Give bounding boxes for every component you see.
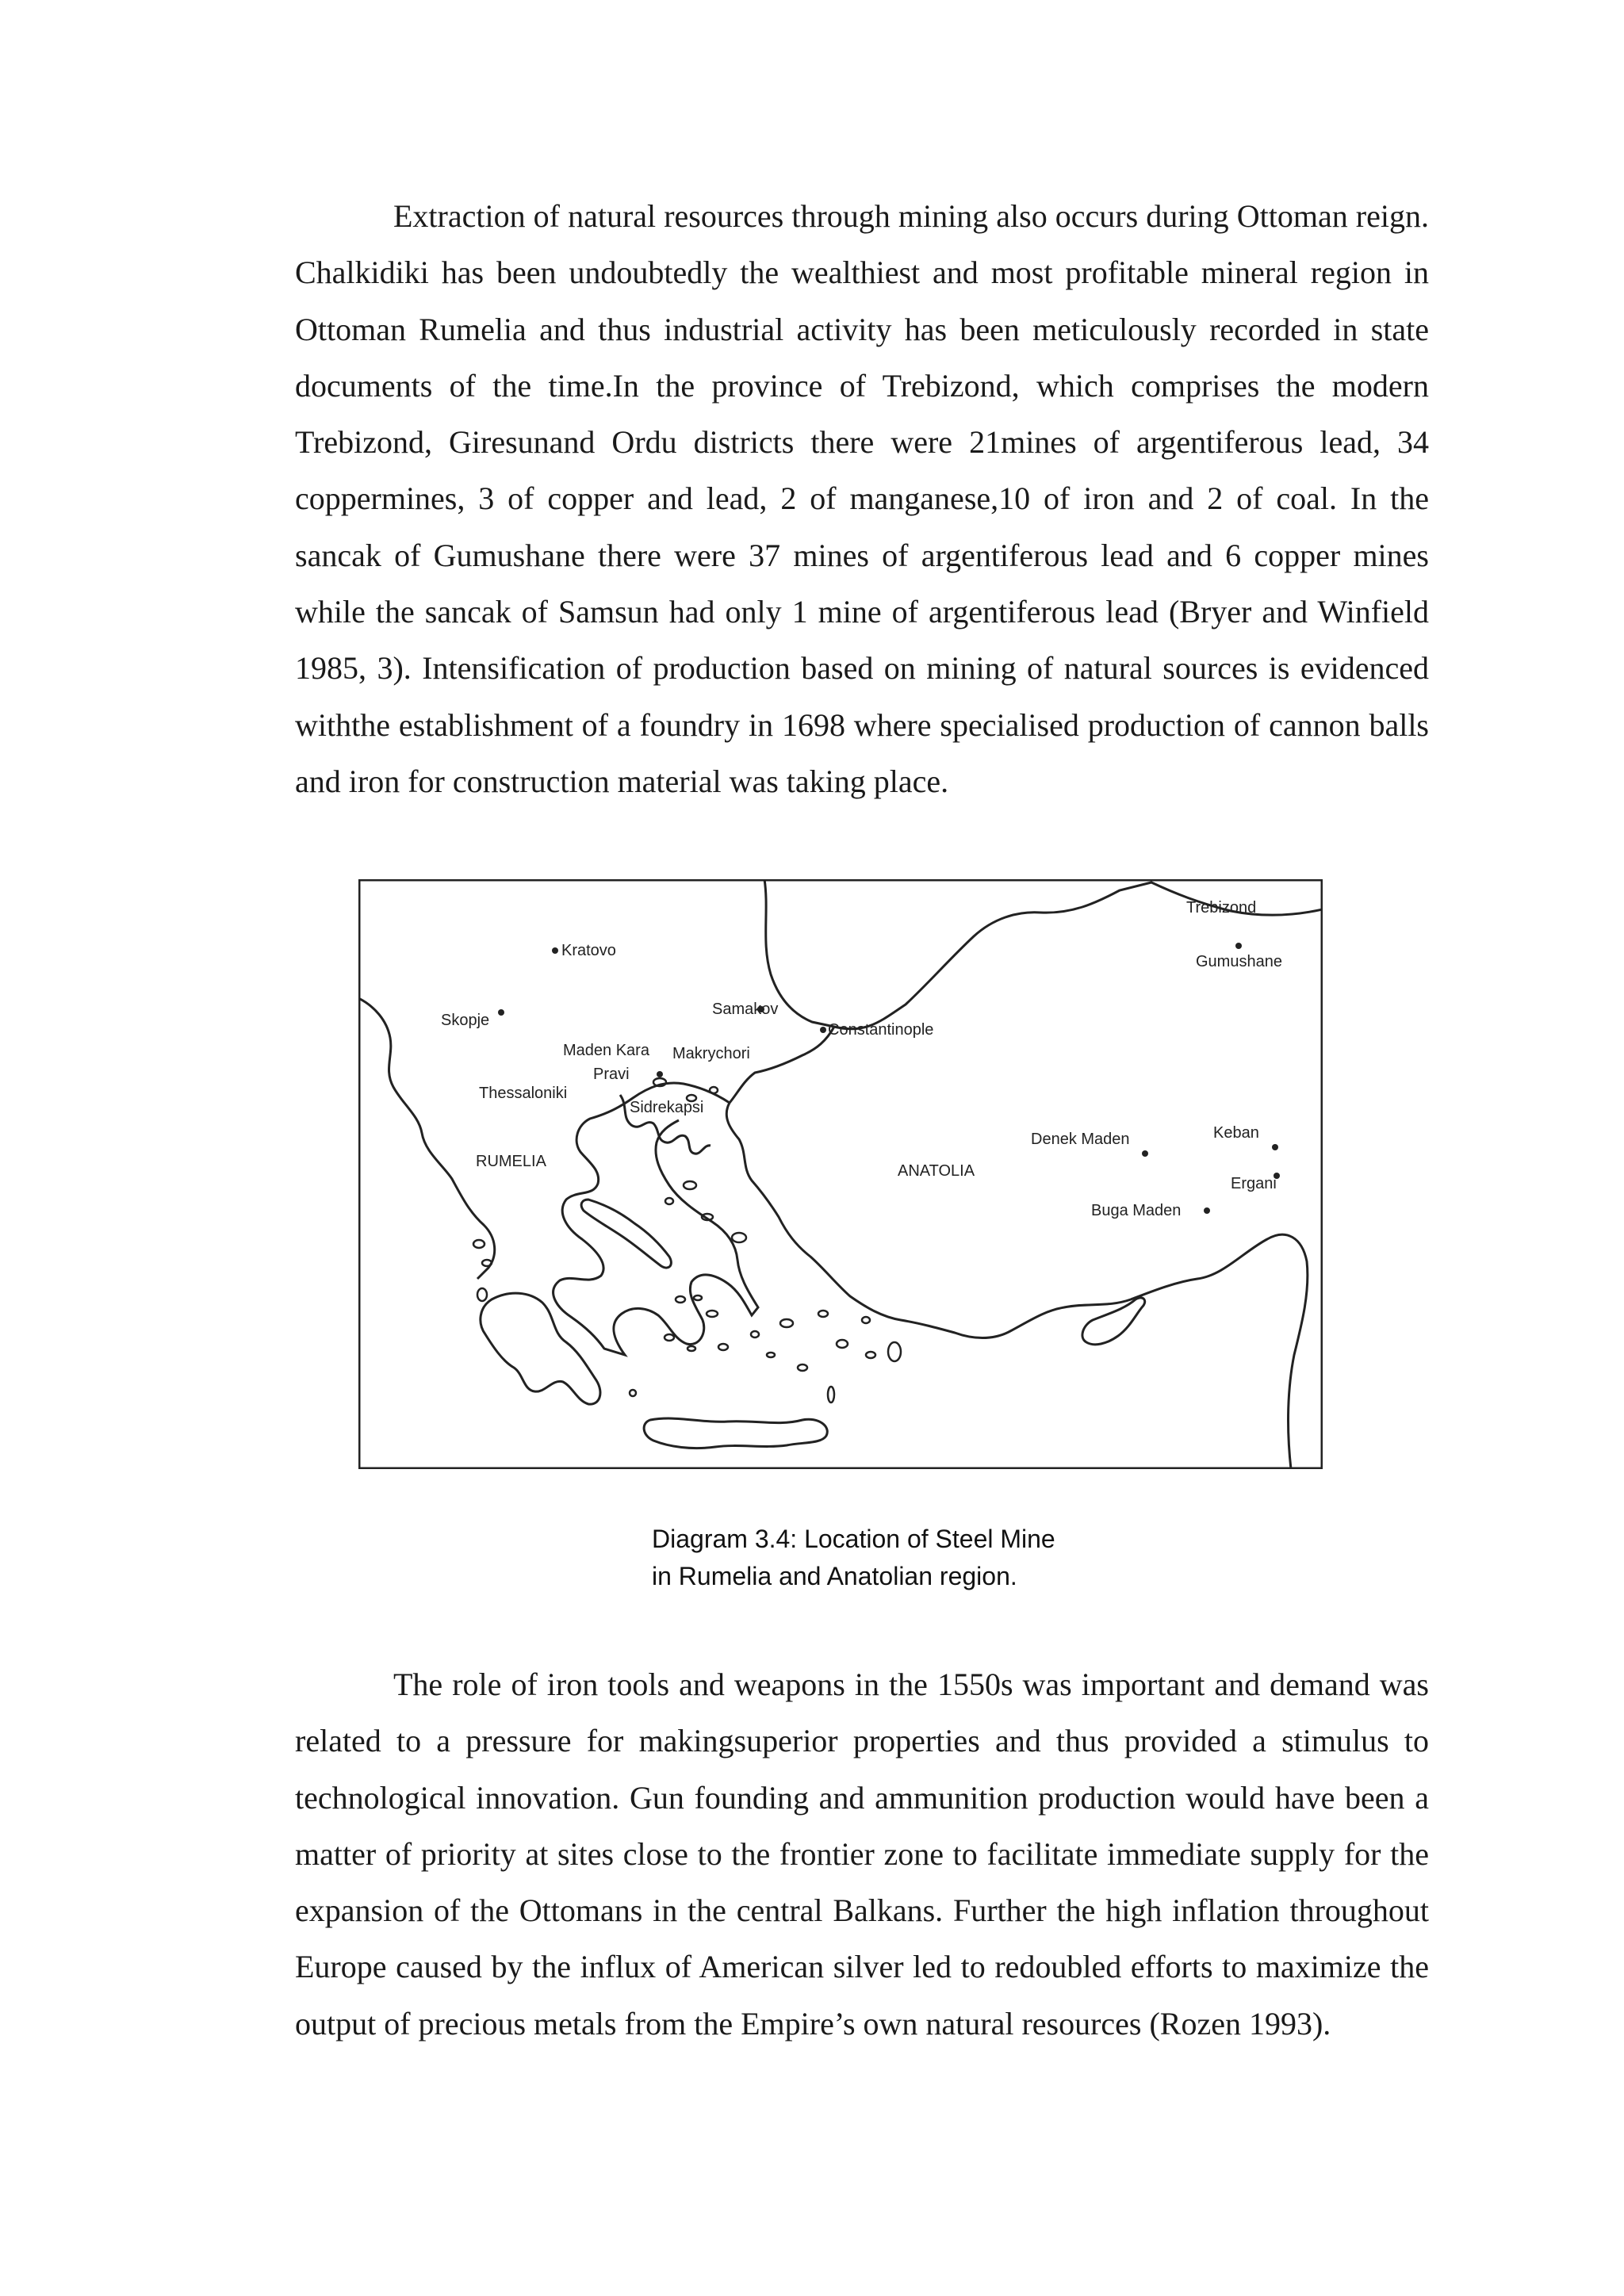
label-makrychori: Makrychori: [672, 1045, 750, 1062]
label-constantinople: Constantinople: [828, 1021, 934, 1039]
label-trebizond: Trebizond: [1186, 899, 1257, 916]
label-sidrekapsi: Sidrekapsi: [630, 1099, 704, 1116]
label-denek-maden: Denek Maden: [1031, 1131, 1130, 1148]
caption-line-2: in Rumelia and Anatolian region.: [652, 1562, 1017, 1590]
figure-caption: [652, 1521, 1055, 1595]
label-rumelia: RUMELIA: [476, 1153, 546, 1170]
label-pravi: Pravi: [593, 1066, 630, 1083]
body-paragraph-2: The role of iron tools and weapons in the 1550s was important and demand was related to a pressure for makingsuperior properties and thus provided a stimulus to technological innovation. Gun founding and ammunition production would have been a matter of priority at sites close to the frontier zone to facilitate immediate supply for the expansion of the Ottomans in the central Balkans. Further the high inflation throughout Europe caused by the influx of American silver led to redoubled efforts to maximize the output of precious metals from the Empire’s own natural resources (Rozen 1993).: [295, 1667, 1429, 2042]
label-thessaloniki: Thessaloniki: [479, 1085, 568, 1102]
label-keban: Keban: [1213, 1124, 1259, 1142]
map-frame: [359, 880, 1322, 1468]
caption-line-1: Diagram 3.4: Location of Steel Mine: [652, 1525, 1055, 1553]
label-skopje: Skopje: [441, 1012, 490, 1029]
label-buga-maden: Buga Maden: [1091, 1202, 1182, 1219]
body-paragraph-1: Extraction of natural resources through mining also occurs during Ottoman reign. Chalkidiki has been undoubtedly the wealthiest and most profitable mineral region in Ottoman Rumelia and thus industrial activity has been meticulously recorded in state documents of the time.In the province of Trebizond, which comprises the modern Trebizond, Giresunand Ordu districts there were 21mines of argentiferous lead, 34 coppermines, 3 of copper and lead, 2 of manganese,10 of iron and 2 of coal. In the sancak of Gumushane there were 37 mines of argentiferous lead and 6 copper mines while the sancak of Samsun had only 1 mine of argentiferous lead (Bryer and Winfield 1985, 3). Intensification of production based on mining of natural sources is evidenced withthe establishment of a foundry in 1698 where specialised production of cannon balls and iron for construction material was taking place.: [295, 198, 1429, 799]
label-maden-kara: Maden Kara: [563, 1042, 649, 1059]
label-samakov: Samakov: [712, 1001, 779, 1018]
label-gumushane: Gumushane: [1196, 953, 1282, 970]
label-anatolia: ANATOLIA: [898, 1162, 975, 1180]
map-svg: [358, 879, 1323, 1469]
label-kratovo: Kratovo: [561, 942, 616, 959]
label-ergani: Ergani: [1231, 1175, 1277, 1192]
map-figure: [358, 879, 1323, 1469]
